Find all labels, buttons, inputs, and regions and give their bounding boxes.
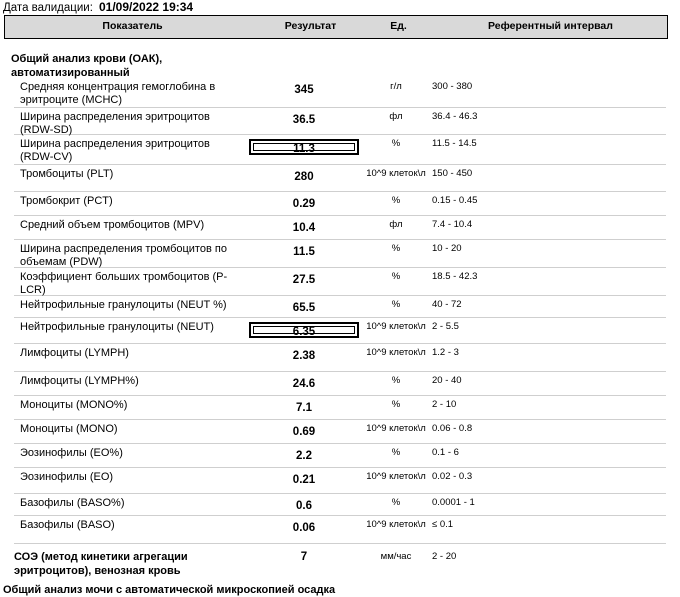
row-result: 10.4 (292, 222, 316, 234)
row-name: Ширина распределения тромбоцитов по объемам (PDW) (20, 243, 227, 268)
row-reference: 0.02 - 0.3 (432, 471, 473, 482)
esr-result: 7 (300, 551, 308, 563)
row-name: Базофилы (BASO%) (20, 497, 125, 509)
row-result: 0.29 (292, 198, 316, 210)
row-name: Базофилы (BASO) (20, 519, 115, 531)
row-unit: % (391, 271, 401, 282)
row-name: Ширина распределения эритроцитов (RDW-SD) (20, 111, 210, 136)
row-reference: 0.06 - 0.8 (432, 423, 473, 434)
table-row (14, 216, 666, 240)
table-row (14, 444, 666, 468)
row-result: 0.69 (292, 426, 316, 438)
table-row (14, 296, 666, 318)
row-reference: 0.0001 - 1 (432, 497, 475, 508)
row-result: 36.5 (292, 114, 316, 126)
table-row (14, 372, 666, 396)
row-name: Лимфоциты (LYMPH) (20, 347, 129, 359)
table-row (14, 468, 666, 494)
row-reference: 36.4 - 46.3 (432, 111, 478, 122)
row-reference: 1.2 - 3 (432, 347, 459, 358)
row-result: 0.6 (296, 500, 312, 512)
row-unit: % (391, 399, 401, 410)
header-reference: Референтный интервал (488, 20, 613, 32)
table-row (14, 192, 666, 216)
validation-date: 01/09/2022 19:34 (99, 0, 194, 14)
row-name: Средний объем тромбоцитов (MPV) (20, 219, 205, 231)
row-result: 6.35 (249, 322, 359, 338)
row-result: 0.06 (292, 522, 316, 534)
table-row (14, 344, 666, 372)
row-name: Нейтрофильные гранулоциты (NEUT %) (20, 299, 227, 311)
table-row (14, 494, 666, 516)
table-row (14, 78, 666, 108)
urine-section-title: Общий анализ мочи с автоматической микроскопией осадка (3, 584, 336, 596)
row-result: 7.1 (296, 402, 312, 414)
row-unit: % (391, 299, 401, 310)
row-unit: % (391, 497, 401, 508)
row-unit: % (391, 138, 401, 149)
row-unit: 10^9 клеток\л (366, 168, 426, 179)
table-row (14, 165, 666, 192)
row-reference: 0.15 - 0.45 (432, 195, 478, 206)
table-row (14, 240, 666, 268)
row-reference: 11.5 - 14.5 (432, 138, 477, 149)
row-name: Тромбоциты (PLT) (20, 168, 114, 180)
header-name: Показатель (102, 20, 163, 32)
row-result: 280 (294, 171, 314, 183)
row-name: Эозинофилы (EO%) (20, 447, 123, 459)
row-result: 24.6 (292, 378, 316, 390)
row-unit: 10^9 клеток\л (366, 519, 426, 530)
row-unit: % (391, 195, 401, 206)
esr-name: СОЭ (метод кинетики агрегации эритроцитов), венозная кровь (14, 551, 188, 577)
row-unit: 10^9 клеток\л (366, 321, 426, 332)
table-row (14, 318, 666, 344)
esr-reference: 2 - 20 (432, 551, 457, 562)
row-reference: 18.5 - 42.3 (432, 271, 478, 282)
row-reference: 2 - 10 (432, 399, 457, 410)
row-unit: 10^9 клеток\л (366, 423, 426, 434)
section-title: Общий анализ крови (ОАК), автоматизированный (11, 53, 163, 79)
row-result: 345 (294, 84, 314, 96)
row-unit: фл (389, 111, 403, 122)
row-name: Коэффициент больших тромбоцитов (P-LCR) (20, 271, 228, 296)
row-unit: % (391, 243, 401, 254)
row-unit: фл (389, 219, 403, 230)
row-unit: 10^9 клеток\л (366, 471, 426, 482)
esr-unit: мм/час (380, 551, 412, 562)
row-reference: 2 - 5.5 (432, 321, 459, 332)
row-reference: 150 - 450 (432, 168, 473, 179)
row-reference: 0.1 - 6 (432, 447, 459, 458)
header-result: Результат (284, 20, 337, 32)
row-unit: г/л (390, 81, 402, 92)
row-unit: % (391, 447, 401, 458)
header-unit: Ед. (390, 20, 407, 32)
table-row (14, 135, 666, 165)
row-result: 2.38 (292, 350, 316, 362)
table-row (14, 420, 666, 444)
row-reference: 7.4 - 10.4 (432, 219, 473, 230)
row-reference: ≤ 0.1 (432, 519, 454, 530)
table-row (14, 108, 666, 135)
table-row (14, 516, 666, 544)
row-result: 11.3 (249, 139, 359, 155)
row-name: Эозинофилы (EO) (20, 471, 114, 483)
row-reference: 40 - 72 (432, 299, 462, 310)
row-name: Средняя концентрация гемоглобина в эритроците (MCHC) (20, 81, 216, 106)
table-row (14, 396, 666, 420)
row-result: 2.2 (296, 450, 312, 462)
validation-label: Дата валидации: (3, 2, 93, 14)
esr-row (14, 547, 666, 585)
row-name: Тромбокрит (PCT) (20, 195, 113, 207)
row-result: 11.5 (293, 246, 315, 258)
row-name: Моноциты (MONO%) (20, 399, 128, 411)
row-result: 65.5 (292, 302, 316, 314)
row-name: Моноциты (MONO) (20, 423, 118, 435)
row-unit: 10^9 клеток\л (366, 347, 426, 358)
row-reference: 10 - 20 (432, 243, 462, 254)
row-name: Ширина распределения эритроцитов (RDW-CV) (20, 138, 210, 163)
row-unit: % (391, 375, 401, 386)
row-name: Нейтрофильные гранулоциты (NEUT) (20, 321, 214, 333)
row-name: Лимфоциты (LYMPH%) (20, 375, 139, 387)
row-reference: 300 - 380 (432, 81, 473, 92)
row-result: 0.21 (292, 474, 316, 486)
row-result: 27.5 (292, 274, 316, 286)
table-row (14, 268, 666, 296)
row-reference: 20 - 40 (432, 375, 462, 386)
